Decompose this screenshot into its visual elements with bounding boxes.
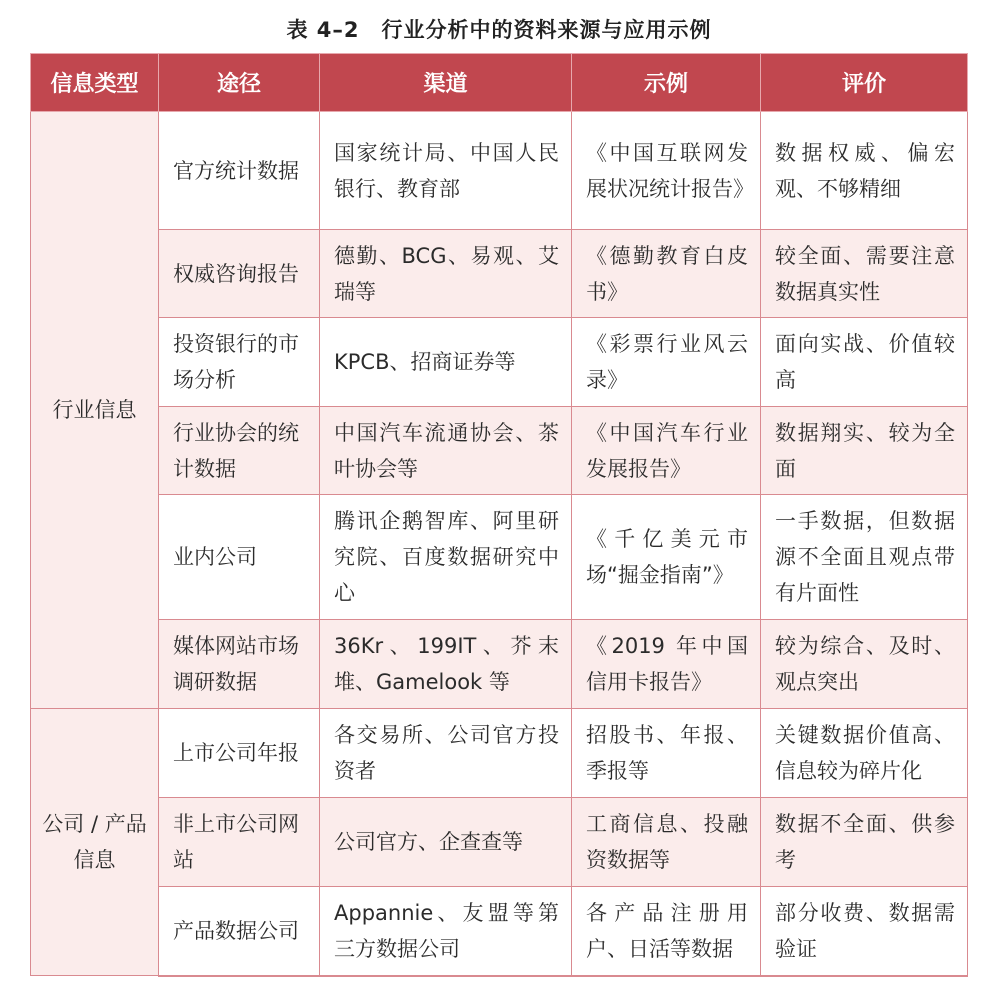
header-example: 示例: [572, 54, 761, 112]
table-caption: 表 4–2 行业分析中的资料来源与应用示例: [286, 18, 712, 42]
channel-cell: 公司官方、企查查等: [320, 798, 572, 887]
category-company-product: 公司 / 产品信息: [31, 709, 159, 976]
example-cell: 招股书、年报、季报等: [572, 709, 761, 798]
table-row: [31, 887, 968, 976]
table-row: [31, 495, 968, 620]
header-row: [31, 54, 968, 112]
review-cell: 数据翔实、较为全面: [761, 407, 968, 495]
header-review: 评价: [761, 54, 968, 112]
channel-cell: KPCB、招商证券等: [320, 318, 572, 407]
review-cell: 部分收费、数据需验证: [761, 887, 968, 976]
channel-cell: 中国汽车流通协会、茶叶协会等: [320, 407, 572, 495]
review-cell: 较全面、需要注意数据真实性: [761, 230, 968, 318]
example-cell: 各产品注册用户、日活等数据: [572, 887, 761, 976]
table-row: [31, 709, 968, 798]
example-cell: 《彩票行业风云录》: [572, 318, 761, 407]
review-cell: 一手数据，但数据源不全面且观点带有片面性: [761, 495, 968, 620]
header-channel: 渠道: [320, 54, 572, 112]
channel-cell: 各交易所、公司官方投资者: [320, 709, 572, 798]
route-cell: 上市公司年报: [159, 709, 320, 798]
table-row: [31, 230, 968, 318]
route-cell: 行业协会的统计数据: [159, 407, 320, 495]
review-cell: 数据权威、偏宏观、不够精细: [761, 112, 968, 230]
table-row: [31, 318, 968, 407]
channel-cell: Appannie、友盟等第三方数据公司: [320, 887, 572, 976]
example-cell: 《德勤教育白皮书》: [572, 230, 761, 318]
header-info-type: 信息类型: [31, 54, 159, 112]
route-cell: 媒体网站市场调研数据: [159, 620, 320, 709]
example-cell: 工商信息、投融资数据等: [572, 798, 761, 887]
example-cell: 《2019 年中国信用卡报告》: [572, 620, 761, 709]
review-cell: 较为综合、及时、观点突出: [761, 620, 968, 709]
route-cell: 权威咨询报告: [159, 230, 320, 318]
source-table: [30, 53, 968, 977]
channel-cell: 德勤、BCG、易观、艾瑞等: [320, 230, 572, 318]
table-row: [31, 407, 968, 495]
review-cell: 数据不全面、供参考: [761, 798, 968, 887]
header-route: 途径: [159, 54, 320, 112]
example-cell: 《中国汽车行业发展报告》: [572, 407, 761, 495]
review-cell: 面向实战、价值较高: [761, 318, 968, 407]
channel-cell: 36Kr、199IT、芥末堆、Gamelook 等: [320, 620, 572, 709]
route-cell: 产品数据公司: [159, 887, 320, 976]
table-row: [31, 798, 968, 887]
category-industry: 行业信息: [31, 112, 159, 709]
channel-cell: 国家统计局、中国人民银行、教育部: [320, 112, 572, 230]
example-cell: 《中国互联网发展状况统计报告》: [572, 112, 761, 230]
channel-cell: 腾讯企鹅智库、阿里研究院、百度数据研究中心: [320, 495, 572, 620]
example-cell: 《千亿美元市场“掘金指南”》: [572, 495, 761, 620]
table-row: [31, 112, 968, 230]
route-cell: 官方统计数据: [159, 112, 320, 230]
route-cell: 投资银行的市场分析: [159, 318, 320, 407]
route-cell: 业内公司: [159, 495, 320, 620]
review-cell: 关键数据价值高、信息较为碎片化: [761, 709, 968, 798]
route-cell: 非上市公司网站: [159, 798, 320, 887]
table-row: [31, 620, 968, 709]
